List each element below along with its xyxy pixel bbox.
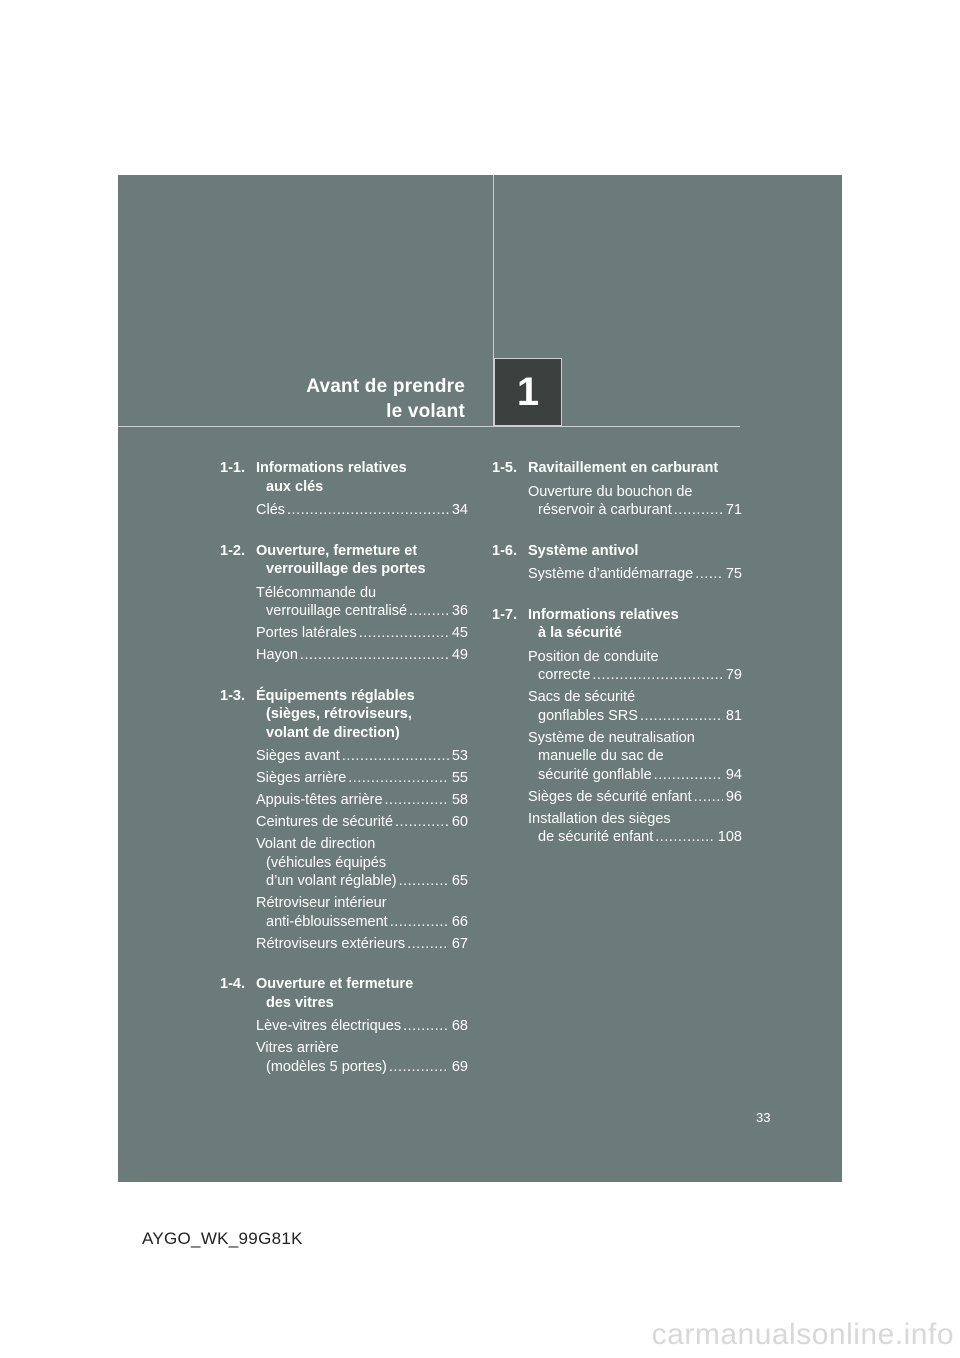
toc-entry[interactable] [492, 483, 742, 520]
watermark-text: carmanualsonline.info [651, 1318, 954, 1351]
toc-entry[interactable] [220, 624, 468, 643]
section-heading[interactable] [220, 975, 468, 1012]
toc-section [220, 975, 468, 1076]
dot-leader [399, 872, 449, 891]
entry-page: 79 [725, 667, 742, 683]
entry-label-line: Installation des sièges [528, 810, 671, 827]
section-title-line: Ravitaillement en carburant [528, 460, 719, 476]
dot-leader [287, 501, 449, 520]
section-title [256, 542, 468, 579]
toc-column-right [492, 459, 742, 869]
entry-label: Système d’antidémarrage [528, 566, 694, 582]
chapter-title [306, 374, 465, 424]
section-title-line: Ouverture et fermeture [256, 976, 414, 992]
toc-entry[interactable] [220, 747, 468, 766]
entry-label: anti-éblouissement [266, 913, 388, 930]
dot-leader [395, 813, 449, 832]
entry-label: Lève-vitres électriques [256, 1018, 402, 1034]
section-title-line: verrouillage des portes [266, 561, 426, 577]
toc-entry[interactable] [220, 791, 468, 810]
section-number: 1-4. [220, 976, 245, 992]
dot-leader [342, 747, 449, 766]
entry-label: sécurité gonflable [538, 766, 652, 783]
dot-leader [674, 501, 723, 520]
toc-column-left [220, 459, 468, 1098]
dot-leader [407, 935, 449, 954]
toc-entry[interactable] [492, 565, 742, 584]
entry-page: 49 [451, 647, 468, 663]
dot-leader [409, 602, 449, 621]
section-heading[interactable] [492, 606, 742, 643]
toc-section [220, 459, 468, 520]
section-number: 1-7. [492, 606, 517, 623]
dot-leader [390, 913, 449, 932]
entry-page: 60 [451, 814, 468, 830]
entry-label: Rétroviseurs extérieurs [256, 935, 406, 952]
toc-entry[interactable] [220, 894, 468, 931]
section-number: 1-5. [492, 460, 517, 476]
toc-entry[interactable] [492, 729, 742, 785]
dot-leader [694, 788, 723, 807]
dot-leader [348, 769, 449, 788]
section-title [528, 459, 742, 478]
section-title-line: volant de direction) [266, 724, 400, 741]
entry-page: 108 [717, 829, 742, 845]
section-title-line: Informations relatives [528, 606, 679, 623]
entry-page: 96 [725, 788, 742, 805]
entry-label-line: manuelle du sac de [538, 748, 664, 764]
entry-page: 53 [451, 748, 468, 764]
section-number: 1-3. [220, 687, 245, 704]
section-number: 1-2. [220, 542, 245, 559]
chapter-number: 1 [516, 369, 540, 414]
section-title-line: à la sécurité [538, 625, 622, 641]
entry-label-line: Ouverture du bouchon de [528, 483, 693, 500]
entry-page: 94 [725, 766, 742, 783]
toc-entry[interactable] [220, 769, 468, 788]
entry-label: Sièges arrière [256, 770, 347, 786]
entry-page: 45 [451, 625, 468, 641]
entry-label: Sièges de sécurité enfant [528, 788, 692, 805]
chapter-title-line1: Avant de prendre [306, 376, 465, 397]
toc-section [220, 687, 468, 954]
entry-page: 71 [725, 502, 742, 518]
entry-page: 67 [451, 935, 468, 952]
entry-label: Portes latérales [256, 625, 357, 641]
entry-label-line: Système de neutralisation [528, 729, 695, 746]
entry-page: 36 [451, 603, 468, 619]
toc-section [492, 459, 742, 520]
entry-page: 66 [451, 913, 468, 930]
chapter-title-line2: le volant [386, 401, 465, 422]
chapter-number-box [494, 358, 562, 426]
entry-label-line: Rétroviseur intérieur [256, 895, 387, 911]
panel-divider-horizontal [118, 426, 740, 427]
dot-leader [300, 646, 449, 665]
entry-label: gonflables SRS [538, 707, 638, 724]
toc-entry[interactable] [492, 810, 742, 847]
dot-leader [385, 791, 449, 810]
entry-label: verrouillage centralisé [266, 603, 408, 619]
section-title [256, 975, 468, 1012]
section-heading[interactable] [492, 459, 742, 478]
dot-leader [654, 766, 723, 785]
entry-page: 75 [725, 566, 742, 582]
dot-leader [389, 1058, 449, 1077]
entry-label-line: (véhicules équipés [266, 854, 387, 871]
toc-entry[interactable] [492, 688, 742, 725]
section-title-line: Informations relatives [256, 460, 407, 476]
entry-page: 65 [451, 873, 468, 889]
dot-leader [655, 828, 715, 847]
entry-page: 55 [451, 770, 468, 786]
toc-entry[interactable] [492, 788, 742, 807]
entry-page: 58 [451, 792, 468, 808]
entry-label-line: Vitres arrière [256, 1040, 339, 1056]
page-number: 33 [756, 1110, 771, 1125]
dot-leader [695, 565, 723, 584]
toc-entry[interactable] [220, 835, 468, 891]
section-title-line: (sièges, rétroviseurs, [266, 706, 412, 722]
entry-label: Sièges avant [256, 748, 340, 764]
toc-section [492, 606, 742, 847]
entry-label-line: Sacs de sécurité [528, 689, 636, 705]
toc-entry[interactable] [220, 646, 468, 665]
section-title [528, 606, 742, 643]
toc-entry[interactable] [220, 1039, 468, 1076]
dot-leader [592, 666, 722, 685]
entry-label-line: Volant de direction [256, 836, 376, 852]
entry-page: 34 [451, 502, 468, 518]
entry-label: (modèles 5 portes) [266, 1058, 387, 1075]
section-title [256, 459, 468, 496]
section-title [256, 687, 468, 743]
section-title-line: Système antivol [528, 542, 639, 559]
section-number: 1-6. [492, 542, 517, 559]
entry-label: Appuis-têtes arrière [256, 792, 383, 808]
entry-page: 81 [725, 707, 742, 724]
entry-label: Hayon [256, 647, 298, 663]
entry-label: de sécurité enfant [538, 829, 654, 845]
dot-leader [640, 707, 723, 726]
section-title-line: Ouverture, fermeture et [256, 542, 418, 559]
entry-page: 68 [451, 1018, 468, 1034]
toc-section [492, 542, 742, 584]
entry-label: Clés [256, 502, 286, 518]
toc-entry[interactable] [220, 935, 468, 954]
toc-entry[interactable] [220, 501, 468, 520]
section-heading[interactable] [220, 687, 468, 743]
section-title-line: des vitres [266, 994, 334, 1011]
entry-label: réservoir à carburant [538, 502, 672, 518]
entry-page: 69 [451, 1058, 468, 1075]
toc-section [220, 542, 468, 665]
section-title [528, 542, 742, 561]
toc-entry[interactable] [492, 648, 742, 685]
section-heading[interactable] [220, 542, 468, 579]
entry-label: Ceintures de sécurité [256, 814, 394, 830]
dot-leader [403, 1017, 449, 1036]
entry-label: d’un volant réglable) [266, 873, 397, 889]
document-code: AYGO_WK_99G81K [142, 1229, 303, 1248]
section-title-line: aux clés [266, 478, 324, 495]
toc-entry[interactable] [220, 1017, 468, 1036]
section-title-line: Équipements réglables [256, 687, 415, 704]
toc-entry[interactable] [220, 584, 468, 621]
entry-label: correcte [538, 667, 591, 683]
section-heading[interactable] [492, 542, 742, 561]
toc-entry[interactable] [220, 813, 468, 832]
dot-leader [359, 624, 449, 643]
section-number: 1-1. [220, 460, 245, 476]
section-heading[interactable] [220, 459, 468, 496]
entry-label-line: Télécommande du [256, 584, 377, 601]
entry-label-line: Position de conduite [528, 648, 659, 665]
